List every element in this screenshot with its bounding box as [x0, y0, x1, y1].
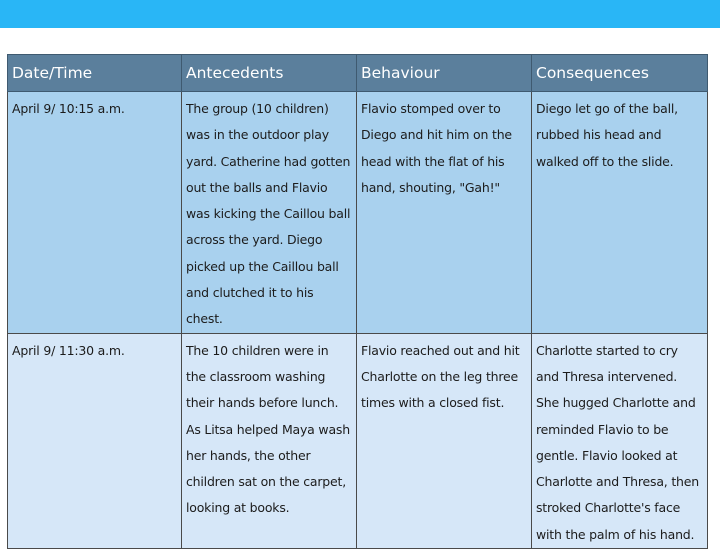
cell-date-time: April 9/ 10:15 a.m.: [8, 92, 182, 334]
cell-behaviour: Flavio stomped over to Diego and hit him on the head with the flat of his hand, shouting, "Gah!": [357, 92, 532, 334]
cell-antecedents: The group (10 children) was in the outdoor play yard. Catherine had gotten out the balls and Flavio was kicking the Caillou ball across the yard. Diego picked up the Caillou ball and clutched it to his chest.: [182, 92, 357, 334]
table-row: [8, 333, 708, 548]
header-behaviour: Behaviour: [357, 55, 532, 92]
cell-date-time: April 9/ 11:30 a.m.: [8, 333, 182, 548]
top-accent-bar: [0, 0, 720, 28]
cell-consequences: Diego let go of the ball, rubbed his head and walked off to the slide.: [532, 92, 708, 334]
cell-antecedents: The 10 children were in the classroom washing their hands before lunch. As Litsa helped Maya wash her hands, the other children sat on the carpet, looking at books.: [182, 333, 357, 548]
cell-consequences: Charlotte started to cry and Thresa intervened. She hugged Charlotte and reminded Flavio to be gentle. Flavio looked at Charlotte and Thresa, then stroked Charlotte's face with the palm of his hand.: [532, 333, 708, 548]
header-consequences: Consequences: [532, 55, 708, 92]
header-date-time: Date/Time: [8, 55, 182, 92]
header-antecedents: Antecedents: [182, 55, 357, 92]
table-row: [8, 92, 708, 334]
table-header-row: [8, 55, 708, 92]
abc-observation-table: [7, 54, 708, 549]
cell-behaviour: Flavio reached out and hit Charlotte on the leg three times with a closed fist.: [357, 333, 532, 548]
